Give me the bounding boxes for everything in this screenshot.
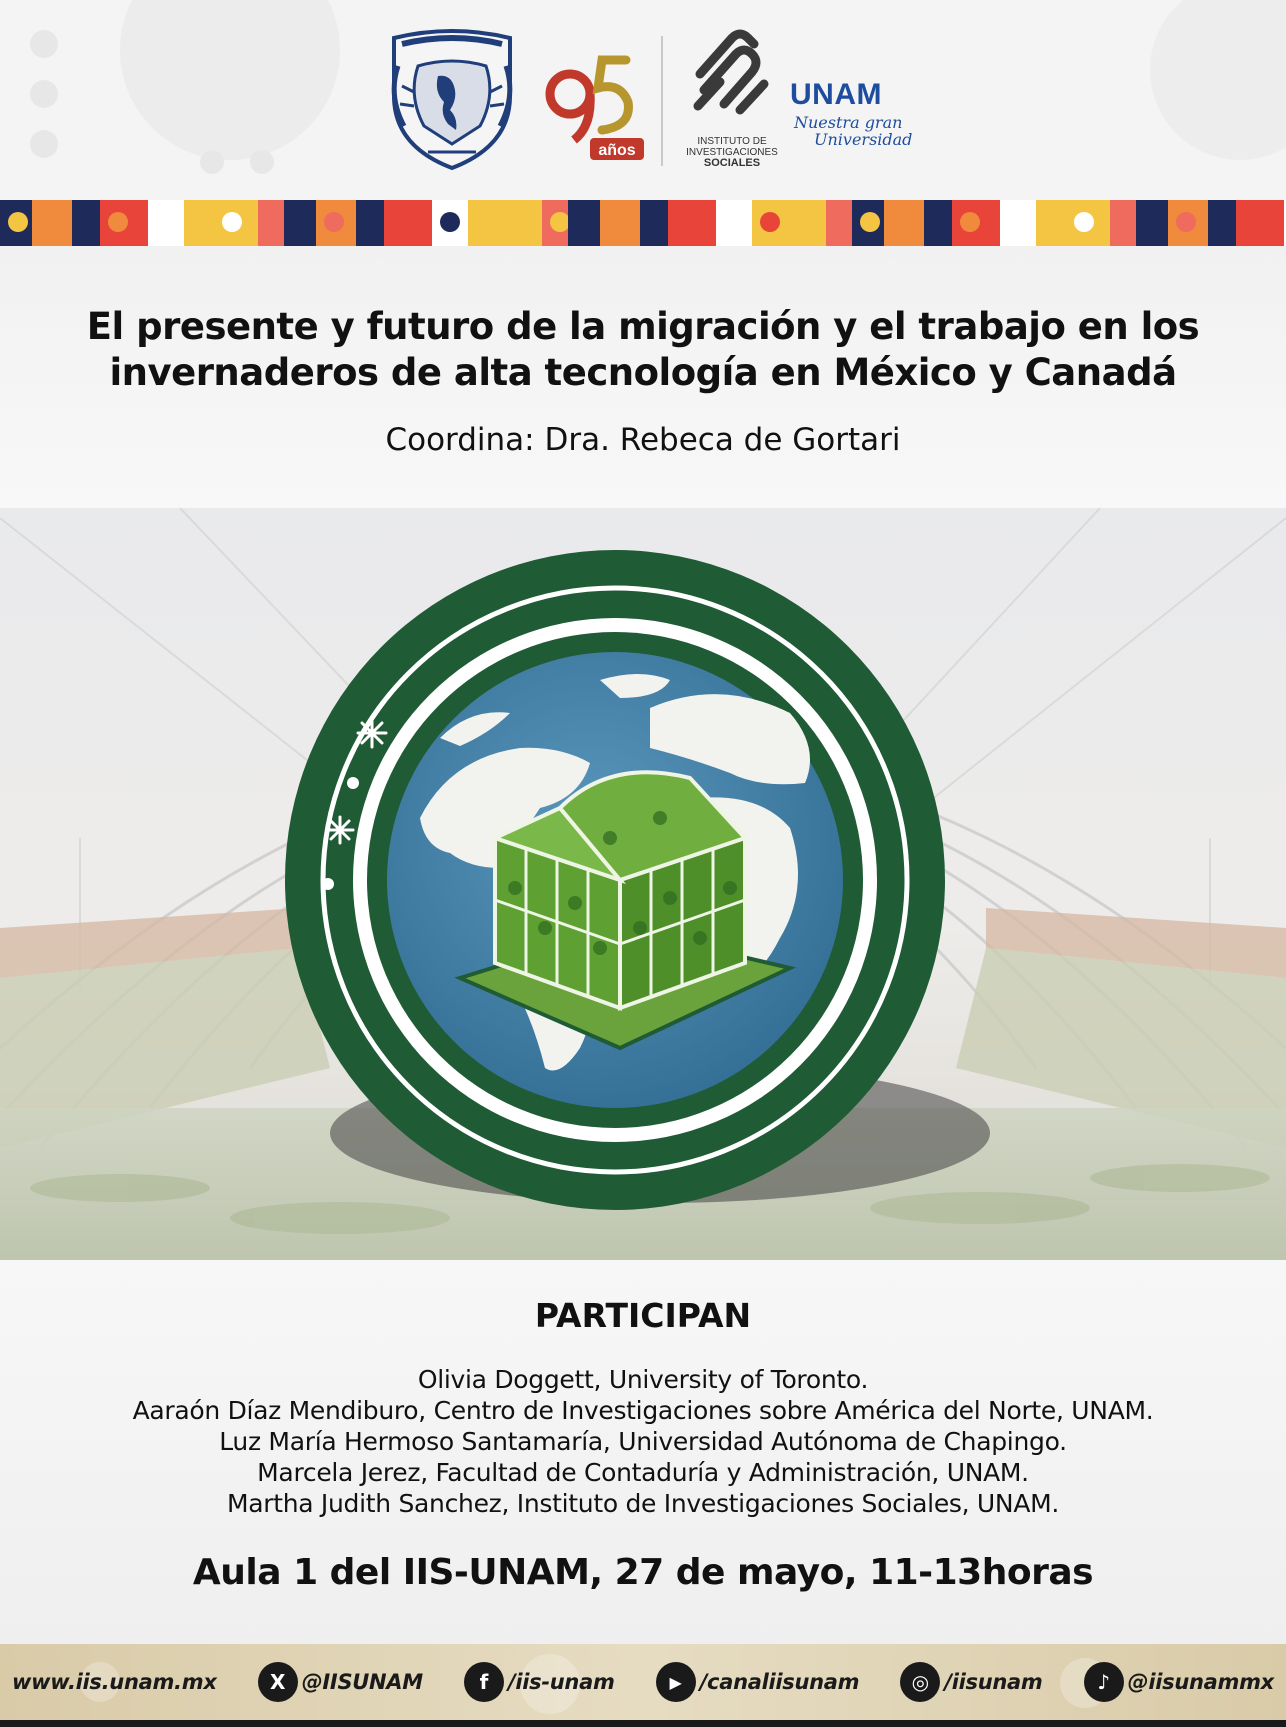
globe-badge [285, 550, 945, 1210]
anniversary-word: años [598, 142, 636, 159]
iis-text-line: INSTITUTO DE [697, 136, 767, 147]
pattern-dot [1176, 212, 1196, 232]
instagram-icon: ◎ [900, 1662, 940, 1702]
pattern-tile [826, 200, 852, 246]
header [0, 0, 1286, 200]
social-link-x[interactable] [258, 1662, 423, 1702]
greenhouse-scene [0, 508, 1286, 1260]
social-links-row [0, 1644, 1286, 1720]
iis-logo [680, 24, 772, 128]
participants-section [0, 1260, 1286, 1644]
pattern-tile [782, 200, 826, 246]
pattern-tile [1136, 200, 1168, 246]
pattern-tile [924, 200, 952, 246]
pattern-tile [1208, 200, 1236, 246]
pattern-dot [760, 212, 780, 232]
pattern-dot [860, 212, 880, 232]
pattern-tile [72, 200, 100, 246]
social-link-facebook[interactable] [464, 1662, 615, 1702]
pattern-tile [258, 200, 284, 246]
pattern-tile [32, 200, 72, 246]
decorative-pattern-band [0, 200, 1286, 246]
pattern-tile [468, 200, 498, 246]
pattern-tile [716, 200, 752, 246]
pattern-dot [550, 212, 570, 232]
event-title-line: invernaderos de alta tecnología en México y Canadá [109, 351, 1177, 394]
pattern-tile [1000, 200, 1036, 246]
pattern-tile [316, 200, 356, 246]
unam-slogan-line2: Universidad [814, 130, 913, 149]
pattern-tile [668, 200, 716, 246]
pattern-dot [8, 212, 28, 232]
social-handle: @IISUNAM [301, 1670, 423, 1694]
pattern-dot [324, 212, 344, 232]
pattern-tile [752, 200, 782, 246]
x-icon: X [258, 1662, 298, 1702]
participant-name: Marcela Jerez, Facultad de Contaduría y Administración, UNAM. [257, 1458, 1029, 1487]
pattern-tile [214, 200, 258, 246]
unam-slogan [794, 114, 914, 148]
pattern-tile [542, 200, 568, 246]
greenhouse-illustration [0, 508, 1286, 1260]
iis-text-bold: SOCIALES [703, 157, 761, 169]
footer-edge [0, 1720, 1286, 1727]
pattern-tile [1168, 200, 1208, 246]
coordinator: Coordina: Dra. Rebeca de Gortari [385, 422, 901, 458]
social-handle: /canaliisunam [699, 1670, 860, 1694]
pattern-tile [884, 200, 924, 246]
anniversary-95-logo [540, 46, 648, 166]
participants-list [0, 1364, 1286, 1519]
participant-name: Luz María Hermoso Santamaría, Universidad Autónoma de Chapingo. [219, 1427, 1067, 1456]
pattern-dot [440, 212, 460, 232]
participant-name: Olivia Doggett, University of Toronto. [417, 1365, 869, 1394]
participants-heading: PARTICIPAN [534, 1296, 752, 1335]
website-link[interactable]: www.iis.unam.mx [12, 1670, 217, 1694]
pattern-tile [384, 200, 432, 246]
pattern-dot [222, 212, 242, 232]
social-link-instagram[interactable] [900, 1662, 1042, 1702]
pattern-tile [1066, 200, 1110, 246]
pattern-tile [1110, 200, 1136, 246]
pattern-tile [640, 200, 668, 246]
pattern-tile [100, 200, 148, 246]
event-title-line: El presente y futuro de la migración y el trabajo en los [86, 305, 1200, 348]
pattern-dot [960, 212, 980, 232]
iis-logo-text [672, 136, 792, 169]
youtube-icon: ▶ [656, 1662, 696, 1702]
pattern-tile [148, 200, 184, 246]
title-section [0, 246, 1286, 508]
pattern-dot [648, 212, 668, 232]
pattern-tile [498, 200, 542, 246]
pattern-tile [600, 200, 640, 246]
pattern-dot [108, 212, 128, 232]
pattern-tile [1236, 200, 1284, 246]
pattern-tile [184, 200, 214, 246]
facebook-icon: f [464, 1662, 504, 1702]
participant-name: Aaraón Díaz Mendiburo, Centro de Investigaciones sobre América del Norte, UNAM. [132, 1396, 1154, 1425]
social-handle: /iis-unam [508, 1670, 615, 1694]
social-handle: @iisunammx [1127, 1670, 1274, 1694]
footer [0, 1644, 1286, 1727]
pattern-tile [284, 200, 316, 246]
event-title [30, 304, 1256, 396]
unam-slogan-line1: Nuestra gran [794, 113, 903, 132]
pattern-tile [432, 200, 468, 246]
iis-text-line: INVESTIGACIONES [686, 147, 778, 158]
pattern-dot [1074, 212, 1094, 232]
pattern-tile [356, 200, 384, 246]
pattern-tile [952, 200, 1000, 246]
social-link-tiktok[interactable] [1084, 1662, 1274, 1702]
social-link-youtube[interactable] [656, 1662, 860, 1702]
participant-name: Martha Judith Sanchez, Instituto de Investigaciones Sociales, UNAM. [226, 1489, 1060, 1518]
social-handle: /iisunam [944, 1670, 1043, 1694]
tiktok-icon: ♪ [1084, 1662, 1124, 1702]
unam-seal-logo [388, 26, 516, 172]
pattern-tile [1036, 200, 1066, 246]
unam-wordmark: UNAM [790, 78, 882, 111]
logo-row [0, 18, 1286, 178]
pattern-tile [0, 200, 32, 246]
venue-date: Aula 1 del IIS-UNAM, 27 de mayo, 11-13horas [192, 1552, 1094, 1593]
logo-divider [661, 36, 663, 166]
pattern-tile [852, 200, 884, 246]
pattern-tile [568, 200, 600, 246]
